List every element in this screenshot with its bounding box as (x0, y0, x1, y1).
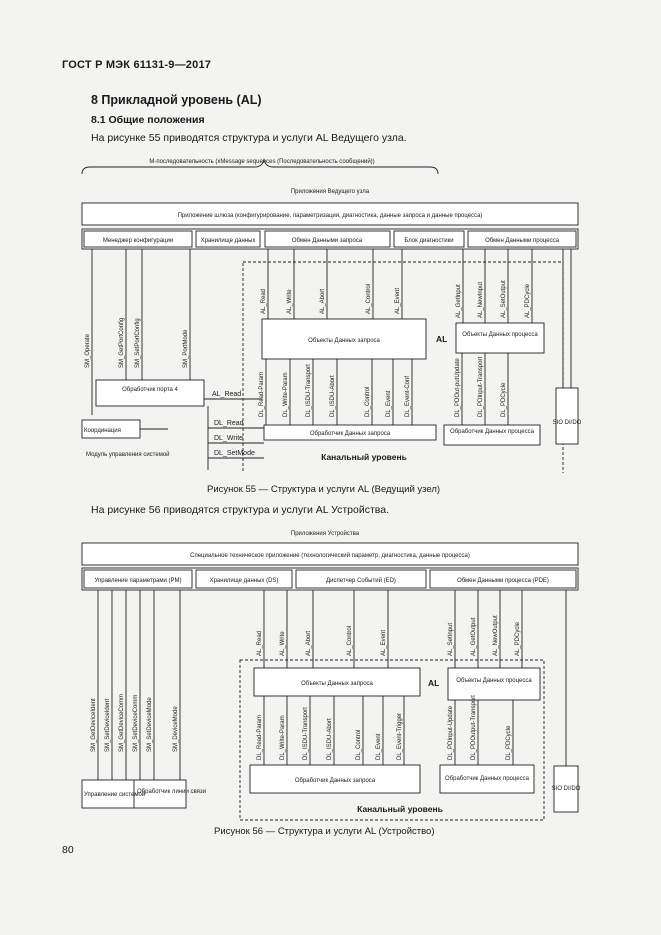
al-read-side: AL_Read (212, 391, 242, 398)
line-handler-label-56: Обработчик линии связи (137, 789, 206, 795)
proc-handler-label-56: Обработчик Данных процесса (445, 776, 529, 782)
sm-getportconfig: SM_GetPortConfig (119, 317, 125, 368)
coord-label: Координация (84, 428, 121, 434)
gateway-app-text: Приложение шлюза (конфигурирование, параметризация, диагностика, данные запроса и данные процесса) (177, 213, 483, 219)
dl-event: DL_Event (386, 390, 392, 417)
al-event-56: AL_Event (381, 629, 387, 656)
al-label-56: AL (428, 678, 440, 688)
proc-handler-box (444, 425, 540, 445)
odp-label: Объекты Данных процесса (462, 332, 538, 338)
dl-event-trigger-56: DL_Event-Trigger (397, 712, 403, 760)
req-handler-label-56: Обработчик Данных запроса (294, 778, 376, 784)
dl-control: DL_Control (365, 386, 371, 417)
pde-label: Обмен Данными процесса (PDE) (457, 578, 549, 584)
sm-getdevicecomm: SM_GetDeviceComm (119, 693, 125, 752)
data-storage-label: Хранилище данных (200, 238, 256, 244)
standard-header: ГОСТ Р МЭК 61131-9—2017 (62, 59, 212, 71)
sio-box (556, 388, 578, 444)
al-write-56: AL_Write (280, 631, 286, 656)
sm-setdevicemode: SM_SetDeviceMode (147, 697, 153, 752)
ed-label: Диспетчер Событий (ED) (326, 578, 396, 584)
diag-label: Блок диагностики (404, 238, 454, 244)
page-number: 80 (62, 844, 74, 856)
al-write: AL_Write (287, 289, 293, 314)
dl-pdinputupdate-56: DL_PDInput-Update (448, 705, 454, 760)
dl-pdcycle-56: DL_PDCycle (506, 725, 512, 760)
brace-label: M-последовательность (xMessage sequences (Последовательность сообщений)) (149, 159, 375, 165)
sm-setdeviceident: SM_SetDeviceIdent (105, 698, 111, 752)
figure-56-diagram (0, 522, 661, 828)
channel-level-label-56: Канальный уровень (357, 804, 443, 814)
device-apps-label: Приложения Устройства (290, 531, 360, 537)
sys-mgmt-label-56: Управление системой (84, 792, 146, 798)
req-handler-label: Обработчик Данных запроса (309, 431, 391, 437)
odp-label-56: Объекты Данных процесса (456, 678, 532, 684)
dl-isdu-transport: DL_ISDU-Transport (306, 364, 312, 417)
dl-writeparam-56: DL_Write-Param (280, 715, 286, 760)
config-manager-label: Менеджер конфигурации (102, 238, 174, 244)
sm-setportconfig: SM_SetPortConfig (135, 318, 141, 368)
channel-level-label: Канальный уровень (321, 452, 407, 462)
sm-operate: SM_Operate (85, 333, 91, 368)
al-abort-56: AL_Abort (306, 630, 312, 656)
dl-control-56: DL_Control (356, 729, 362, 760)
req-exchange-label: Обмен Данными запроса (291, 238, 363, 244)
caption-fig56: Рисунок 56 — Структура и услуги AL (Устройство) (214, 826, 435, 837)
proc-exchange-label: Обмен Данными процесса (485, 238, 559, 244)
al-pdcycle-56: AL_PDCycle (515, 621, 521, 656)
al-pdcycle: AL_PDCycle (525, 283, 531, 318)
al-getoutput-56: AL_GetOutput (471, 617, 477, 656)
al-newinput: AL_NewInput (478, 281, 484, 318)
pm-label: Управление параметрами (PM) (94, 578, 182, 584)
al-setinput-56: AL_SetInput (448, 622, 454, 656)
al-label: AL (436, 334, 448, 344)
dl-event-56: DL_Event (376, 733, 382, 760)
dl-pdinputtransport: DL_PDInput-Transport (478, 356, 484, 417)
paragraph-fig55: На рисунке 55 приводятся структура и услуги AL Ведущего узла. (91, 132, 407, 144)
tech-app-text: Специальное техническое приложение (технологический параметр, диагностика, данные процесса) (190, 553, 470, 559)
al-read-56: AL_Read (257, 630, 263, 656)
sys-mgmt-label: Модуль управления системой (86, 452, 170, 458)
dl-isdu-abort-56: DL_ISDU-Abort (327, 718, 333, 760)
sio-label: SIO DI/DO (552, 420, 582, 426)
sm-setdevicecomm: SM_SetDeviceComm (133, 694, 139, 752)
dl-pdcycle: DL_PDCycle (501, 382, 507, 417)
al-abort: AL_Abort (320, 288, 326, 314)
al-newoutput-56: AL_NewOutput (493, 615, 499, 656)
caption-fig55: Рисунок 55 — Структура и услуги AL (Ведущий узел) (207, 484, 441, 495)
odp-box (456, 323, 544, 353)
dl-pdoutputupdate: DL_PDOut-putUpdate (455, 358, 461, 417)
dl-readparam: DL_Read-Param (259, 371, 265, 417)
odr-label-56: Объекты Данных запроса (301, 681, 373, 687)
dl-setmode-side: DL_SetMode (214, 450, 255, 457)
sm-portmode: SM_PortMode (183, 329, 189, 368)
sio-label-56: SIO DI/DO (551, 786, 581, 792)
master-apps-label: Приложения Ведущего узла (290, 189, 370, 195)
al-control-56: AL_Control (347, 625, 353, 656)
port-handler-label: Обработчик порта 4 (122, 387, 178, 393)
dl-event-conf: DL_Event-Conf (405, 375, 411, 417)
al-read: AL_Read (261, 288, 267, 314)
port-handler-box (96, 380, 204, 406)
dl-readparam-56: DL_Read-Param (257, 714, 263, 760)
subsection-title: 8.1 Общие положения (91, 114, 205, 126)
al-setoutput: AL_SetOutput (501, 280, 507, 318)
al-event: AL_Event (395, 287, 401, 314)
dl-pdoutputtransport-56: DL_PDOutput-Transport (471, 695, 477, 760)
odr-label: Объекты Данных запроса (308, 338, 380, 344)
paragraph-fig56: На рисунке 56 приводятся структура и услуги AL Устройства. (91, 504, 389, 516)
al-control: AL_Control (366, 283, 372, 314)
section-title: 8 Прикладной уровень (AL) (91, 93, 262, 107)
sm-devicemode: SM_DeviceMode (173, 706, 179, 752)
dl-writeparam: DL_Write-Param (283, 372, 289, 417)
figure-55-diagram (0, 148, 661, 473)
proc-handler-label: Обработчик Данных процесса (450, 429, 534, 435)
dl-isdu-transport-56: DL_ISDU-Transport (303, 707, 309, 760)
al-getinput: AL_GetInput (456, 284, 462, 318)
sm-getdeviceident: SM_GetDeviceIdent (91, 698, 97, 752)
dl-write-side: DL_Write (214, 435, 244, 442)
ds-label: Хранилище данных (DS) (209, 578, 279, 584)
odp-box-56 (448, 668, 540, 700)
dl-read-side: DL_Read (214, 420, 244, 427)
dl-isdu-abort: DL_ISDU-Abort (330, 375, 336, 417)
